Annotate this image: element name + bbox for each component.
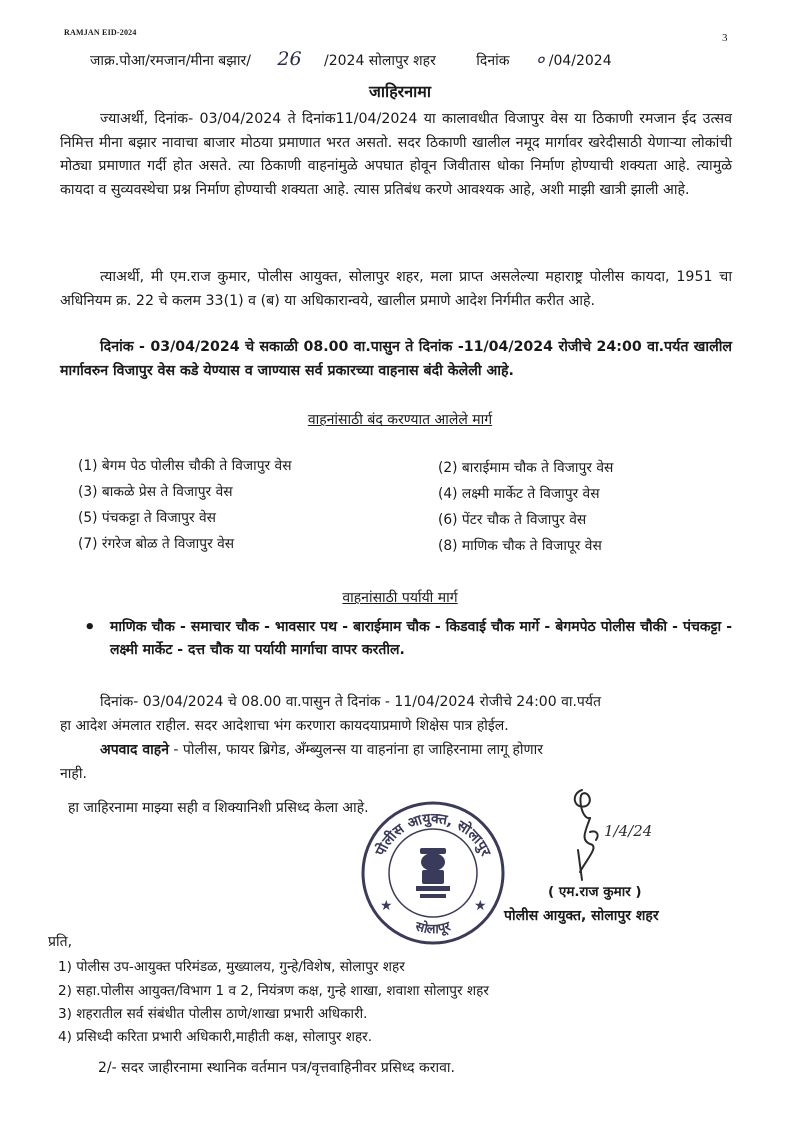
- alternate-route-bullet: [70, 616, 732, 686]
- exception-text: - पोलीस, फायर ब्रिगेड, अँम्ब्युलन्स या वाहनांना हा जाहिरनामा लागू होणार: [168, 742, 543, 758]
- bullet-dot: •: [84, 617, 96, 638]
- document-title: जाहिरनामा: [369, 82, 431, 101]
- signatory-title: पोलीस आयुक्त, सोलापुर शहर: [504, 908, 659, 924]
- alternate-route-text: माणिक चौक - समाचार चौक - भावसार पथ - बाराईमाम चौक - किडवाई चौक मार्गे - बेगमपेठ पोलीस चौकी - पंचकट्टा - लक्ष्मी मार्केट - दत्त चौक या पर्यायी मार्गाचा वापर करतील.: [110, 619, 732, 658]
- paragraph-prohibition: दिनांक - 03/04/2024 चे सकाळी 08.00 वा.पासुन ते दिनांक -11/04/2024 रोजीचे 24:00 वा.पर्यत खालील मार्गावरुन विजापुर वेस कडे येण्यास व जाण्यास सर्व प्रकारच्या वाहनास बंदी केलेली आहे.: [60, 339, 732, 379]
- copy-to-label: प्रति,: [48, 934, 73, 950]
- closed-route-item: (4) लक्ष्मी मार्केट ते विजापुर वेस: [438, 486, 600, 502]
- signature-icon: [560, 780, 690, 890]
- exception-label: अपवाद वाहने: [100, 742, 169, 758]
- seal-top-text: पोलीस आयुक्त, सोलापुर: [372, 810, 494, 859]
- closed-route-item: (2) बाराईमाम चौक ते विजापुर वेस: [438, 460, 614, 476]
- date-rest: /04/2024: [548, 53, 612, 69]
- exception-line: [100, 740, 543, 759]
- paragraph-therefore: त्याअर्थी, मी एम.राज कुमार, पोलीस आयुक्त, सोलापुर शहर, मला प्राप्त असलेल्या महाराष्ट्र पोलीस कायदा, 1951 चा अधिनियम क्र. 22 चे कलम 33(1) व (ब) या अधिकारान्वये, खालील प्रमाणे आदेश निर्गमीत करीत आहे.: [60, 269, 732, 309]
- closed-routes-heading: वाहनांसाठी बंद करण्यात आलेले मार्ग: [307, 412, 493, 428]
- document-tag: RAMJAN EID-2024: [64, 28, 137, 37]
- publication-line: हा जाहिरनामा माझ्या सही व शिक्यानिशी प्रसिध्द केला आहे.: [68, 800, 369, 816]
- copy-to-item: 4) प्रसिध्दी करिता प्रभारी अधिकारी,माहीती कक्ष, सोलापुर शहर.: [58, 1029, 373, 1045]
- reference-line: [90, 48, 612, 70]
- page-number: 3: [722, 32, 728, 44]
- closed-route-item: (7) रंगरेज बोळ ते विजापुर वेस: [78, 536, 235, 552]
- signature-date: 1/4/24: [604, 822, 653, 840]
- reference-prefix: जाक्र.पोआ/रमजान/मीना बझार/: [90, 53, 251, 69]
- exception-line-2: नाही.: [60, 766, 87, 782]
- date-day: ०: [535, 50, 545, 69]
- svg-text:★: ★: [474, 898, 487, 914]
- seal-bottom-text: सोलापूर: [413, 919, 453, 938]
- closed-route-item: (6) पेंटर चौक ते विजापुर वेस: [438, 512, 587, 528]
- closed-route-item: (3) बाकळे प्रेस ते विजापुर वेस: [78, 484, 233, 500]
- signatory-name: ( एम.राज कुमार ): [548, 884, 642, 900]
- reference-suffix: /2024 सोलापुर शहर: [324, 53, 436, 69]
- closed-route-item: (5) पंचकट्टा ते विजापुर वेस: [78, 510, 216, 526]
- validity-line-2: हा आदेश अंमलात राहील. सदर आदेशाचा भंग करणारा कायदयाप्रमाणे शिक्षेस पात्र होईल.: [60, 718, 509, 734]
- validity-line-1: दिनांक- 03/04/2024 चे 08.00 वा.पासुन ते दिनांक - 11/04/2024 रोजीचे 24:00 वा.पर्यत: [100, 694, 601, 710]
- svg-text:सोलापूर: [413, 918, 453, 937]
- copy-to-item: 3) शहरातील सर्व संबंधीत पोलीस ठाणे/शाखा प्रभारी अधिकारी.: [58, 1006, 368, 1022]
- paragraph-whereas: ज्याअर्थी, दिनांक- 03/04/2024 ते दिनांक11/04/2024 या कालावधीत विजापुर वेस या ठिकाणी रमजान ईद उत्सव निमित्त मीना बझार नावाचा बाजार मोठया प्रमाणात भरत असतो. सदर ठिकाणी खालील नमूद मार्गावर खरेदीसाठी येणाऱ्या लोकांची मोठ्या प्रमाणात गर्दी होत असते. त्या ठिकाणी वाहनांमुळे अपघात होवून जिवीतास धोका निर्माण होण्याची शक्यता आहे. त्यामुळे कायदा व सुव्यवस्थेचा प्रश्न निर्माण होण्याची शक्यता आहे. त्यास प्रतिबंध करणे आवश्यक आहे, अशी माझी खात्री झाली आहे.: [60, 111, 732, 198]
- copy-to-item: 1) पोलीस उप-आयुक्त परिमंडळ, मुख्यालय, गुन्हे/विशेष, सोलापुर शहर: [58, 959, 405, 975]
- reference-number: 26: [277, 48, 302, 70]
- svg-text:★: ★: [380, 898, 393, 914]
- official-seal-icon: [358, 798, 508, 948]
- alternate-routes-heading: वाहनांसाठी पर्यायी मार्ग: [342, 590, 458, 606]
- closed-route-item: (1) बेगम पेठ पोलीस चौकी ते विजापुर वेस: [78, 458, 292, 474]
- date-label: दिनांक: [476, 53, 510, 69]
- copy-to-item: 2) सहा.पोलीस आयुक्त/विभाग 1 व 2, नियंत्रण कक्ष, गुन्हे शाखा, शवाशा सोलापुर शहर: [58, 983, 489, 999]
- closed-route-item: (8) माणिक चौक ते विजापूर वेस: [438, 538, 602, 554]
- footer-note: 2/- सदर जाहीरनामा स्थानिक वर्तमान पत्र/वृत्तवाहिनीवर प्रसिध्द करावा.: [98, 1060, 456, 1076]
